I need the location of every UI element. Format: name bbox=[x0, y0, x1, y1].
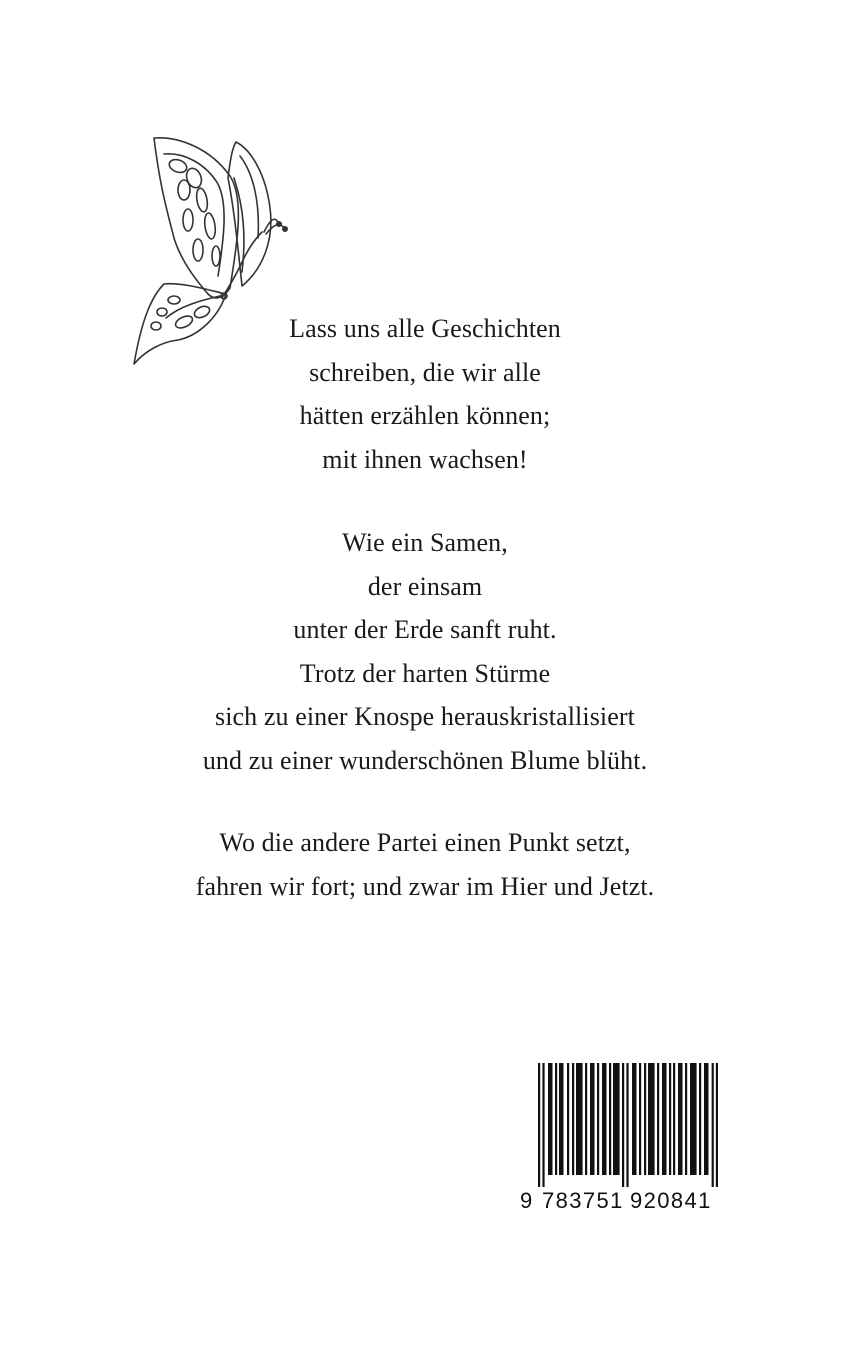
poem-line: Wie ein Samen, bbox=[342, 528, 508, 557]
poem-line: Lass uns alle Geschichten bbox=[289, 314, 561, 343]
poem-line: hätten erzählen können; bbox=[299, 401, 551, 430]
poem-line: sich zu einer Knospe herauskristallisiert bbox=[215, 702, 635, 731]
isbn-barcode bbox=[520, 1063, 720, 1213]
poem-line: der einsam bbox=[367, 571, 483, 601]
poem-line: fahren wir fort; und zwar im Hier und Jetzt. bbox=[195, 871, 655, 901]
poem-line: und zu einer wunderschönen Blume blüht. bbox=[202, 745, 648, 775]
poem-line: Wo die andere Partei einen Punkt setzt, bbox=[219, 828, 631, 857]
poem-line: Trotz der harten Stürme bbox=[299, 658, 551, 688]
stanza-3 bbox=[0, 821, 850, 908]
barcode-bars bbox=[538, 1063, 718, 1187]
poem-line: unter der Erde sanft ruht. bbox=[293, 615, 557, 644]
barcode-group-1: 783751 bbox=[542, 1188, 624, 1213]
barcode-digits bbox=[520, 1186, 720, 1216]
stanza-2 bbox=[0, 521, 850, 782]
barcode-lead-digit: 9 bbox=[520, 1188, 533, 1213]
barcode-group-2: 920841 bbox=[630, 1188, 712, 1213]
poem-line: mit ihnen wachsen! bbox=[322, 444, 528, 474]
stanza-1 bbox=[0, 307, 850, 481]
poem-line: schreiben, die wir alle bbox=[309, 357, 541, 387]
